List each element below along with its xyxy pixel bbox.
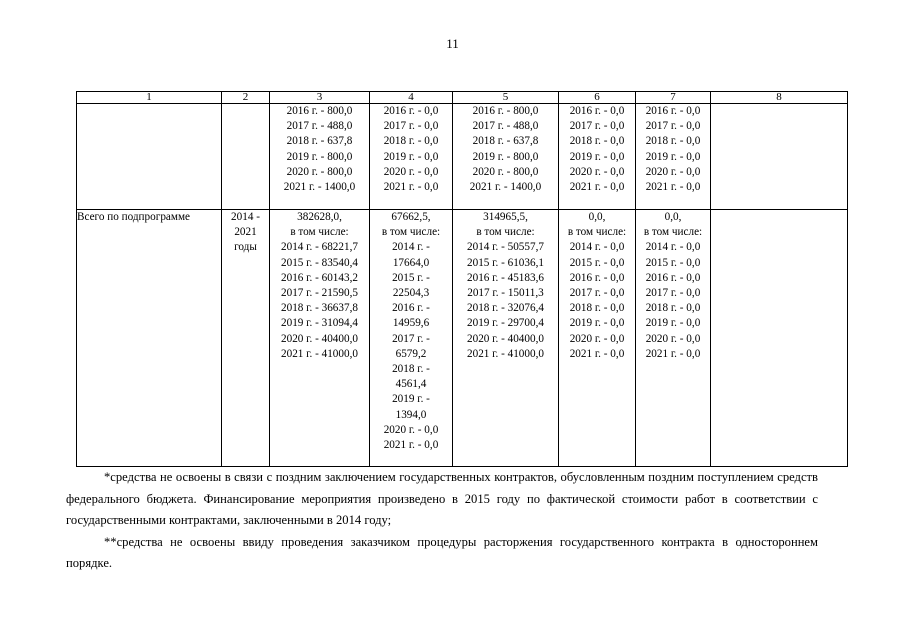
cell-line: 17664,0 [392,256,430,269]
column-header: 2 [222,92,270,104]
column-header: 1 [77,92,222,104]
regional-budget-cell [370,210,453,467]
cell-line: 2015 г. - 0,0 [569,256,625,269]
cell-line: 2015 г. - [392,271,430,284]
cell-line: 2017 г. - 0,0 [645,120,701,133]
cell-line: 2017 г. - 488,0 [472,120,539,133]
cell-line: 2020 г. - 0,0 [569,332,625,345]
cell-line: 2021 г. - 1400,0 [469,181,542,194]
table-cell [222,104,270,210]
column-header: 4 [370,92,453,104]
table-cell [77,104,222,210]
table-cell [270,104,370,210]
table-cell [453,104,559,210]
cell-line: 2014 г. - 50557,7 [467,241,544,254]
table-row-total [77,210,848,467]
cell-line: 2019 г. - 0,0 [645,150,701,163]
cell-line: в том числе: [381,226,441,239]
cell-line: 2017 г. - [392,332,430,345]
cell-line: 6579,2 [395,347,427,360]
cell-line: 2016 г. - 0,0 [569,105,625,117]
row-label: Всего по подпрограмме [77,210,222,467]
cell-line: 2017 г. - 488,0 [286,120,353,133]
cell-line: 2018 г. - 637,8 [286,135,353,148]
cell-line: 0,0, [588,211,606,223]
local-budget-cell [559,210,636,467]
cell-line: 2016 г. - 0,0 [645,271,701,284]
cell-line: в том числе: [567,226,627,239]
cell-line: 2016 г. - 800,0 [472,105,539,117]
cell-line: 2021 г. - 0,0 [645,181,701,194]
table-cell [559,104,636,210]
table-cell [711,104,848,210]
column-number-row [77,92,848,104]
cell-line: 2018 г. - 637,8 [472,135,539,148]
footnotes [66,467,818,575]
cell-line: 2019 г. - 800,0 [472,150,539,163]
table-cell [711,210,848,467]
cell-line: 2021 г. - 0,0 [569,181,625,194]
cell-line: 2015 г. - 61036,1 [467,256,544,269]
cell-line: 2019 г. - 0,0 [383,150,439,163]
cell-line: 2018 г. - 32076,4 [467,302,544,315]
cell-line: 2020 г. - 0,0 [645,165,701,178]
cell-line: 2016 г. - 0,0 [383,105,439,117]
cell-line: 2020 г. - 40400,0 [467,332,544,345]
cell-line: годы [234,241,257,254]
cell-line: 2018 г. - 0,0 [569,135,625,148]
page-number: 11 [446,36,459,51]
cell-line: 2021 г. - 1400,0 [283,181,356,194]
cell-line: 2019 г. - 29700,4 [467,317,544,330]
cell-line: 2014 г. - 0,0 [645,241,701,254]
cell-line: 22504,3 [392,287,430,300]
cell-line: 2021 г. - 0,0 [645,347,701,360]
total-funding-cell [270,210,370,467]
cell-line: 2018 г. - 0,0 [383,135,439,148]
cell-line: 314965,5, [483,211,528,223]
cell-line: 2015 г. - 83540,4 [281,256,358,269]
cell-line: 2020 г. - 40400,0 [281,332,358,345]
cell-line: в том числе: [290,226,349,239]
cell-line: 2017 г. - 0,0 [383,120,439,133]
cell-line: 2017 г. - 21590,5 [281,287,358,300]
cell-line: 2014 г. - 0,0 [569,241,625,254]
cell-line: 4561,4 [395,378,427,391]
cell-line: 2017 г. - 0,0 [645,287,701,300]
cell-line: 2021 г. - 41000,0 [281,347,358,360]
column-header: 8 [711,92,848,104]
cell-line: 0,0, [664,211,682,223]
cell-line: 2019 г. - [392,393,430,406]
cell-line: 2021 г. - 0,0 [569,347,625,360]
column-header: 6 [559,92,636,104]
cell-line: 2021 г. - 0,0 [383,181,439,194]
cell-line: 2017 г. - 0,0 [569,287,625,300]
financing-table [76,91,848,467]
footnote-1: *средства не освоены в связи с поздним заключением государственных контрактов, обусловленным поздним поступлением средств федерального бюджета. Финансирование мероприятия произведено в 2015 году по фактической стоимости работ в соответствии с государственными контрактами, заключенными в 2014 году; [66,470,818,527]
cell-line: 67662,5, [391,211,431,223]
cell-line: 2014 г. - 68221,7 [281,241,358,254]
cell-line: 2020 г. - 800,0 [472,165,539,178]
cell-line: 2020 г. - 0,0 [569,165,625,178]
cell-line: 2017 г. - 0,0 [569,120,625,133]
cell-line: в том числе: [643,226,703,239]
cell-line: 2020 г. - 0,0 [383,423,439,436]
cell-line: 2020 г. - 800,0 [286,165,353,178]
cell-line: 1394,0 [395,408,427,421]
cell-line: 2020 г. - 0,0 [645,332,701,345]
cell-line: 2019 г. - 0,0 [645,317,701,330]
cell-line: 2021 [234,226,257,239]
cell-line: 2021 г. - 41000,0 [467,347,544,360]
cell-line: 2016 г. - 0,0 [645,105,701,117]
cell-line: 14959,6 [392,317,430,330]
cell-line: 2017 г. - 15011,3 [467,287,544,300]
cell-line: 2019 г. - 0,0 [569,150,625,163]
cell-line: 2018 г. - 36637,8 [281,302,358,315]
cell-line: 2015 г. - 0,0 [645,256,701,269]
cell-line: 2016 г. - 800,0 [286,105,353,117]
cell-line: 2018 г. - 0,0 [645,302,701,315]
table-cell [370,104,453,210]
cell-line: 2018 г. - 0,0 [645,135,701,148]
column-header: 5 [453,92,559,104]
cell-line: 2018 г. - 0,0 [569,302,625,315]
cell-line: 2019 г. - 31094,4 [281,317,358,330]
footnote-2: **средства не освоены ввиду проведения заказчиком процедуры расторжения государственного контракта в одностороннем порядке. [66,534,818,570]
cell-line: 382628,0, [297,211,342,223]
cell-line: в том числе: [476,226,535,239]
cell-line: 2019 г. - 800,0 [286,150,353,163]
cell-line: 2018 г. - [392,363,430,376]
cell-line: 2016 г. - 60143,2 [281,271,358,284]
cell-line: 2021 г. - 0,0 [383,439,439,452]
federal-budget-cell [453,210,559,467]
column-header: 3 [270,92,370,104]
cell-line: 2016 г. - 0,0 [569,271,625,284]
cell-line: 2016 г. - [392,302,430,315]
cell-line: 2014 г. - [392,241,430,254]
period-cell [222,210,270,467]
cell-line: 2020 г. - 0,0 [383,165,439,178]
column-header: 7 [636,92,711,104]
table-cell [636,104,711,210]
table-row [77,104,848,210]
cell-line: 2016 г. - 45183,6 [467,271,544,284]
cell-line: 2014 - [231,211,260,223]
cell-line: 2019 г. - 0,0 [569,317,625,330]
extrabudget-cell [636,210,711,467]
